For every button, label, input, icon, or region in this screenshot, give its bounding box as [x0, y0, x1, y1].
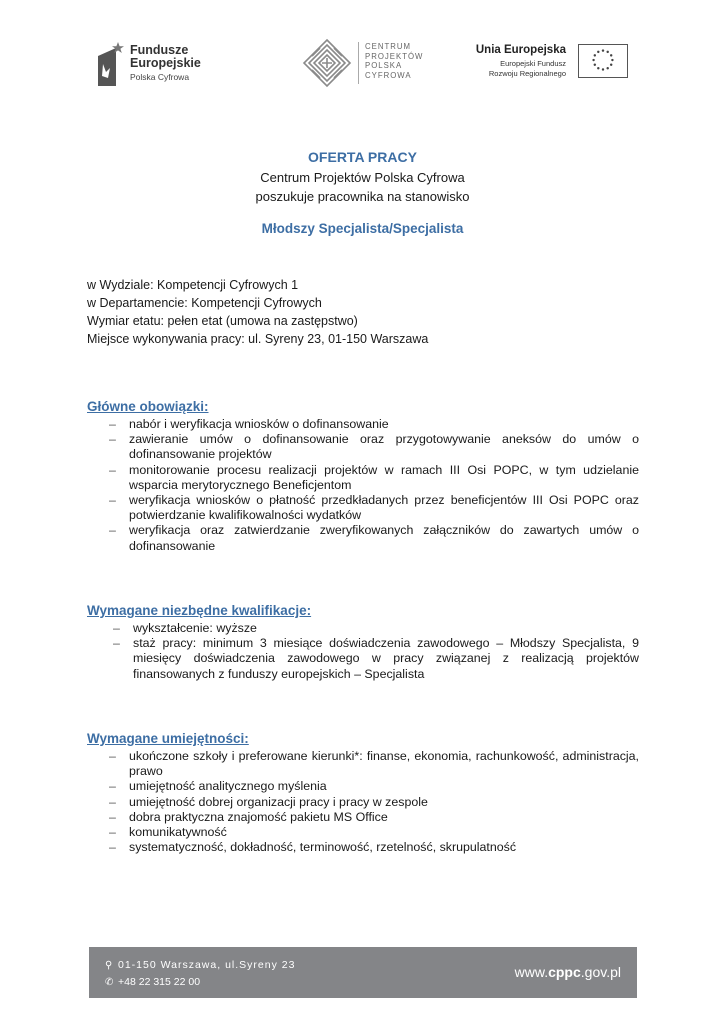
footer-address	[105, 959, 295, 971]
fe-line1: Fundusze	[130, 43, 189, 57]
position-title: Młodszy Specjalista/Specjalista	[261, 221, 464, 236]
dash-bullet: –	[109, 840, 116, 855]
qualifications-list	[87, 621, 639, 682]
logo-unia-europejska	[476, 44, 628, 84]
phone-text: +48 22 315 22 00	[118, 976, 201, 988]
section-heading: Wymagane niezbędne kwalifikacje:	[87, 603, 312, 618]
www-prefix: www.	[514, 964, 549, 980]
organization-name: Centrum Projektów Polska Cyfrowa	[260, 170, 465, 185]
list-item	[87, 621, 639, 636]
page-title: OFERTA PRACY	[308, 149, 417, 165]
list-item	[87, 432, 639, 462]
section-skills	[87, 731, 639, 855]
detail-department: w Departamencie: Kompetencji Cyfrowych	[87, 296, 322, 310]
address-text: 01-150 Warszawa, ul.Syreny 23	[118, 959, 296, 971]
dash-bullet: –	[113, 621, 120, 635]
detail-employment: Wymiar etatu: pełen etat (umowa na zastępstwo)	[87, 314, 358, 328]
cppc-line: POLSKA	[365, 61, 403, 71]
item-text: weryfikacja wniosków o płatność przedkładanych przez beneficjentów III Osi POPC oraz potwierdzanie kwalifikowalności wydatków	[129, 493, 639, 523]
dash-bullet: –	[109, 809, 116, 824]
skills-list	[87, 749, 639, 855]
detail-location: Miejsce wykonywania pracy: ul. Syreny 23, 01-150 Warszawa	[87, 332, 429, 346]
cppc-line: CYFROWA	[365, 70, 412, 80]
fe-line2: Europejskie	[130, 56, 201, 70]
footer-phone	[105, 976, 200, 988]
cppc-line: CENTRUM	[365, 42, 411, 51]
detail-division: w Wydziale: Kompetencji Cyfrowych 1	[87, 278, 299, 292]
dash-bullet: –	[109, 417, 116, 431]
duties-list	[87, 417, 639, 554]
dash-bullet: –	[109, 825, 116, 840]
dash-bullet: –	[109, 493, 116, 508]
item-text: systematyczność, dokładność, terminowość, rzetelność, skrupulatność	[129, 840, 517, 855]
dash-bullet: –	[109, 432, 116, 447]
www-domain: cppc	[548, 964, 581, 980]
item-text: nabór i weryfikacja wniosków o dofinansowanie	[129, 417, 389, 431]
job-details	[87, 276, 428, 348]
item-text: umiejętność dobrej organizacji pracy i pracy w zespole	[129, 794, 428, 809]
cppc-text	[365, 42, 423, 80]
list-item	[87, 795, 639, 810]
section-heading: Wymagane umiejętności:	[87, 731, 249, 746]
item-text: staż pracy: minimum 3 miesiące doświadczenia zawodowego – Młodszy Specjalista, 9 miesięcy doświadczenia zawodowego w pracy związanej z realizacją projektów finansowanych z funduszy europejskich – Specjalista	[133, 636, 639, 681]
eu-flag-icon	[578, 44, 628, 78]
seeking-text: poszukuje pracownika na stanowisko	[255, 189, 470, 204]
list-item	[87, 749, 639, 779]
dash-bullet: –	[109, 523, 116, 538]
list-item	[87, 779, 639, 794]
item-text: umiejętność analitycznego myślenia	[129, 779, 327, 794]
eu-line1: Unia Europejska	[475, 44, 566, 56]
item-text: weryfikacja oraz zatwierdzanie zweryfikowanych załączników do zawartych umów o dofinansowanie	[129, 523, 639, 553]
item-text: ukończone szkoły i preferowane kierunki*: finanse, ekonomia, rachunkowość, administracja, prawo	[129, 749, 639, 779]
www-suffix: .gov.pl	[580, 964, 621, 980]
item-text: zawieranie umów o dofinansowanie oraz przygotowywanie aneksów do umów o dofinansowanie projektów	[129, 432, 639, 462]
maze-icon	[302, 38, 352, 88]
eu-line2: Europejski Fundusz	[500, 59, 566, 68]
item-text: wykształcenie: wyższe	[133, 621, 257, 635]
footer-website-link[interactable]	[515, 964, 621, 980]
dash-bullet: –	[109, 749, 116, 763]
section-heading: Główne obowiązki:	[87, 399, 209, 414]
dash-bullet: –	[109, 779, 116, 794]
list-item	[87, 463, 639, 493]
list-item	[87, 810, 639, 825]
dash-bullet: –	[113, 636, 120, 651]
list-item	[87, 493, 639, 523]
list-item	[87, 840, 639, 855]
phone-icon: ✆	[105, 977, 114, 988]
logo-cppc	[302, 38, 432, 92]
dash-bullet: –	[109, 462, 116, 477]
item-text: komunikatywność	[129, 825, 227, 840]
footer-bar	[89, 947, 637, 998]
fe-line3: Polska Cyfrowa	[130, 72, 190, 82]
list-item	[87, 523, 639, 553]
section-qualifications	[87, 603, 639, 682]
star-icon	[98, 42, 124, 86]
list-item	[87, 636, 639, 682]
cppc-line: PROJEKTÓW	[365, 51, 424, 61]
list-item	[87, 417, 639, 432]
item-text: monitorowanie procesu realizacji projektów w ramach III Osi POPC, w tym udzielanie wsparcia merytorycznego Beneficjentom	[129, 462, 639, 492]
location-pin-icon: ⚲	[105, 960, 114, 971]
logo-fundusze-europejskie	[98, 42, 208, 86]
item-text: dobra praktyczna znajomość pakietu MS Office	[129, 809, 388, 824]
eu-line3: Rozwoju Regionalnego	[488, 69, 566, 78]
list-item	[87, 825, 639, 840]
section-duties	[87, 399, 639, 554]
dash-bullet: –	[109, 794, 116, 809]
logo-separator	[358, 42, 359, 84]
